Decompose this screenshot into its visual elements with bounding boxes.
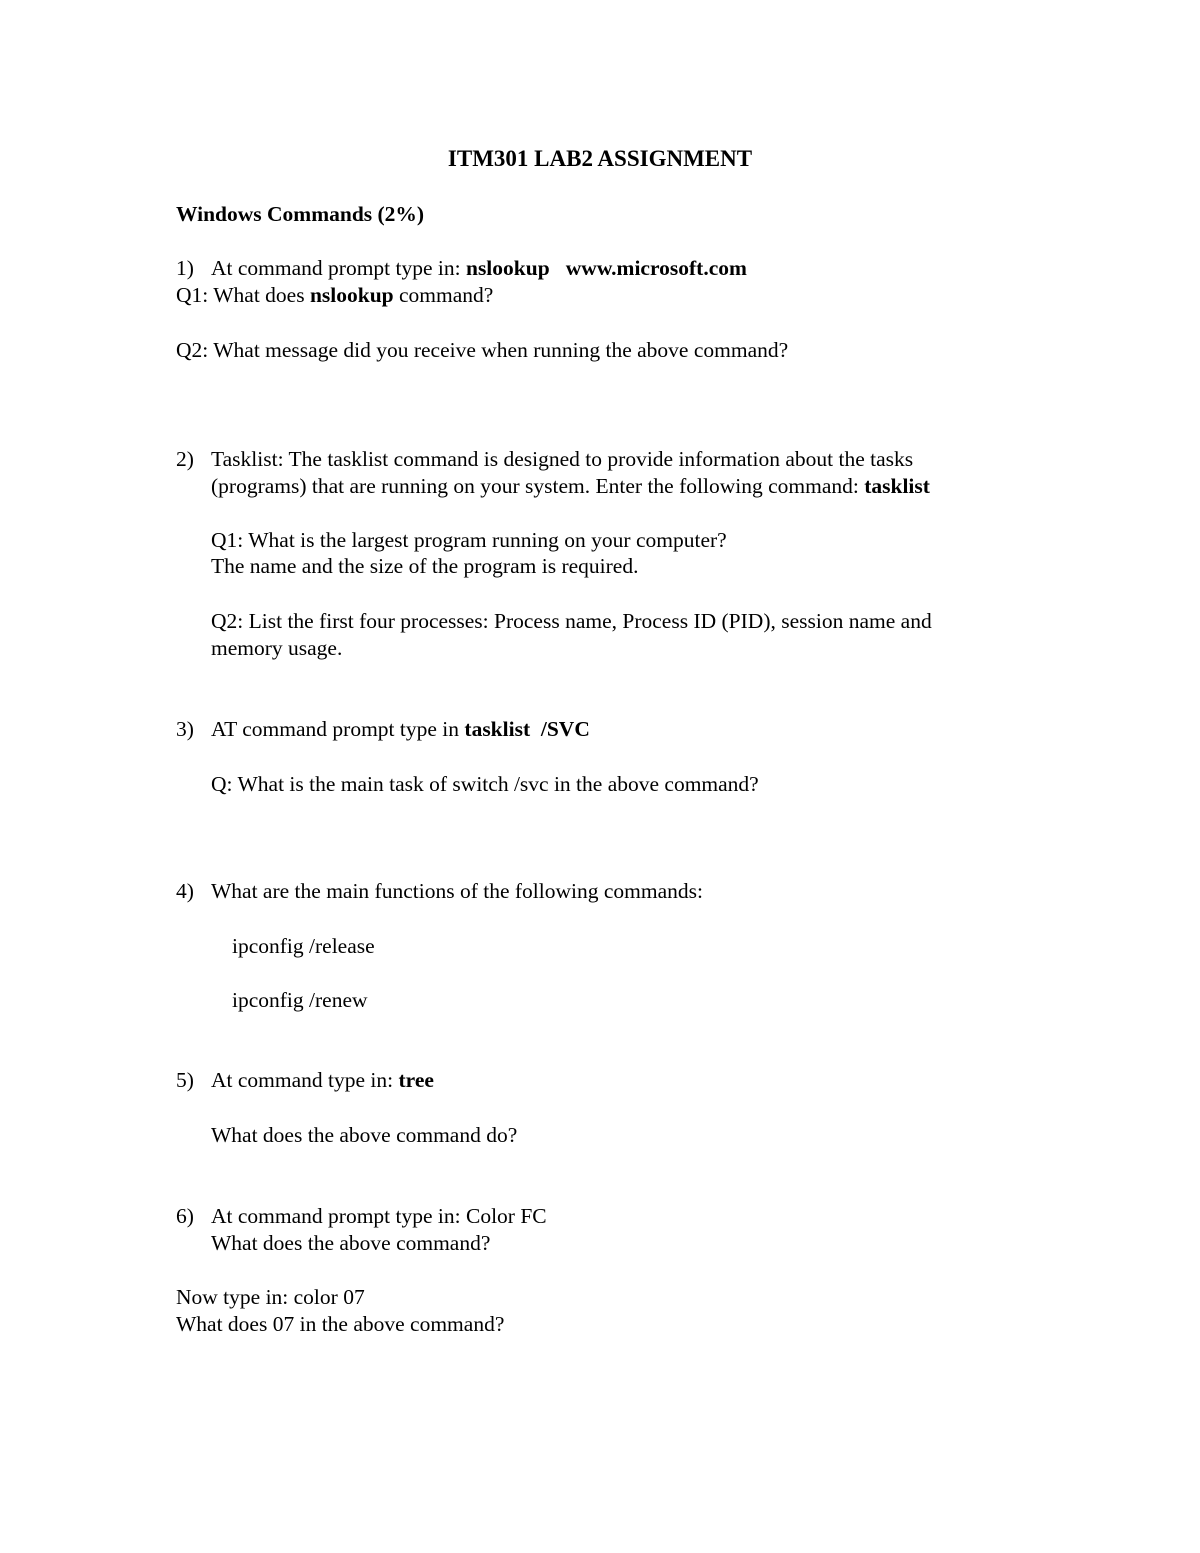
item-2-q2-line-1: Q2: List the first four processes: Process name, Process ID (PID), session name and <box>211 609 932 633</box>
item-6-instruction: At command prompt type in: Color FC <box>211 1204 547 1228</box>
item-1-question-2: Q2: What message did you receive when running the above command? <box>176 338 789 362</box>
item-3-intro: AT command prompt type in <box>211 717 465 741</box>
item-6-question: What does the above command? <box>211 1231 491 1255</box>
item-4-command-2: ipconfig /renew <box>232 988 368 1012</box>
item-3-instruction <box>211 716 590 743</box>
item-1-number: 1) <box>176 256 194 280</box>
item-2-q1-line-1: Q1: What is the largest program running on your computer? <box>211 528 727 552</box>
item-5-instruction <box>211 1067 434 1094</box>
item-5-command: tree <box>398 1068 434 1092</box>
item-1-instruction <box>211 255 747 282</box>
item-1-q1-suffix: command? <box>393 283 494 307</box>
item-2-line-2-text: (programs) that are running on your system. Enter the following command: <box>211 474 865 498</box>
item-5-number: 5) <box>176 1068 194 1092</box>
item-2-command: tasklist <box>864 474 930 498</box>
item-4-command-1: ipconfig /release <box>232 934 375 958</box>
page-title: ITM301 LAB2 ASSIGNMENT <box>447 146 753 171</box>
item-5-question: What does the above command do? <box>211 1123 518 1147</box>
item-4-intro: What are the main functions of the following commands: <box>211 879 703 903</box>
item-4-number: 4) <box>176 879 194 903</box>
item-2-q1-line-2: The name and the size of the program is required. <box>211 554 639 578</box>
item-3-number: 3) <box>176 717 194 741</box>
item-2-q2-line-2: memory usage. <box>211 636 343 660</box>
item-2-line-2 <box>211 473 930 500</box>
item-6-number: 6) <box>176 1204 194 1228</box>
item-2-line-1: Tasklist: The tasklist command is designed to provide information about the tasks <box>211 447 914 471</box>
item-1-intro: At command prompt type in: <box>211 256 466 280</box>
item-3-question: Q: What is the main task of switch /svc in the above command? <box>211 772 759 796</box>
section-heading: Windows Commands (2%) <box>176 202 425 226</box>
item-6-followup-1: Now type in: color 07 <box>176 1285 365 1309</box>
item-2-number: 2) <box>176 447 194 471</box>
item-1-command: nslookup www.microsoft.com <box>465 256 747 280</box>
item-1-q1-prefix: Q1: What does <box>176 283 310 307</box>
item-1-question-1 <box>176 282 493 309</box>
item-6-followup-2: What does 07 in the above command? <box>176 1312 505 1336</box>
item-5-intro: At command type in: <box>211 1068 399 1092</box>
item-3-command: tasklist /SVC <box>464 717 590 741</box>
item-1-q1-command: nslookup <box>309 283 394 307</box>
